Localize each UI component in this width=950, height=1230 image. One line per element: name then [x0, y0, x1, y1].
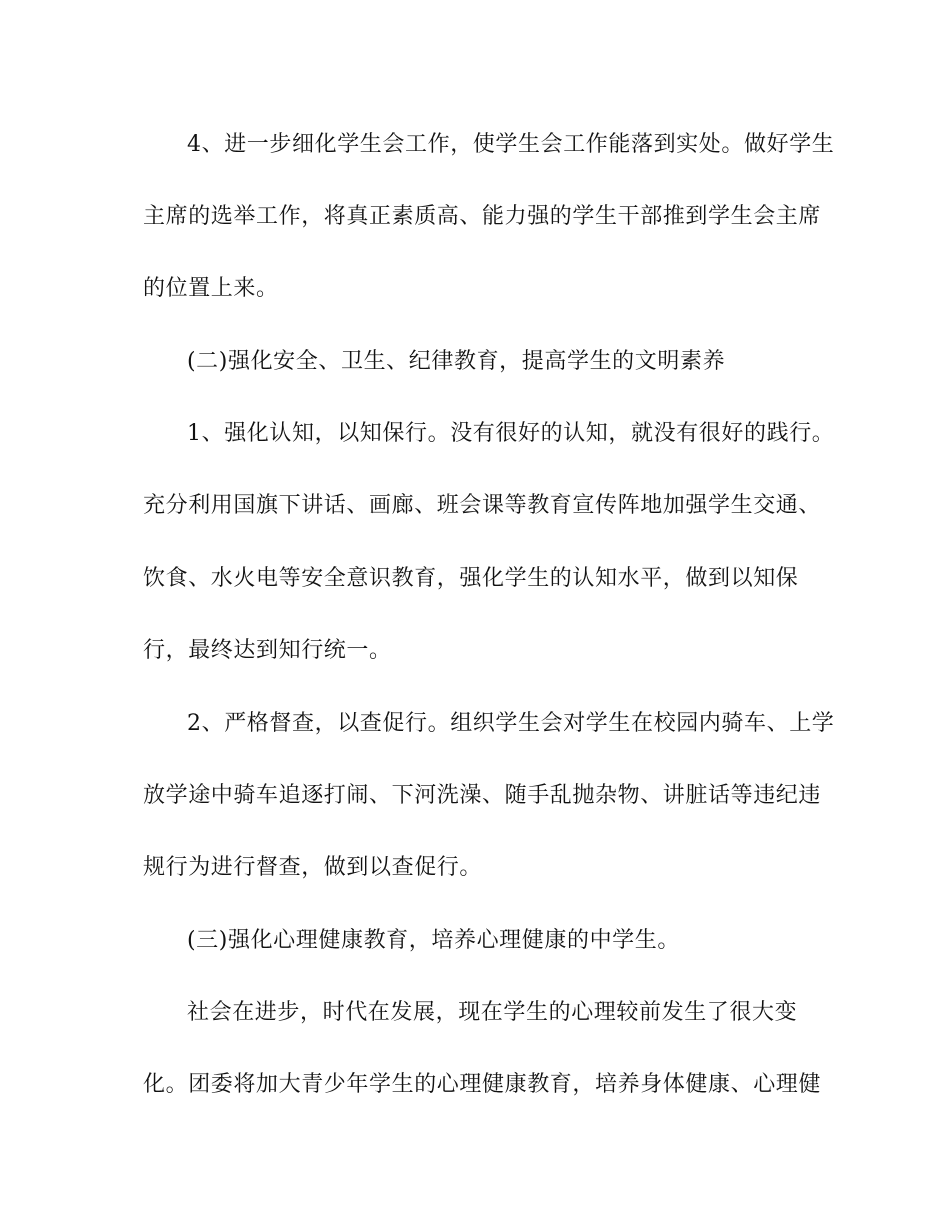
- paragraph-line: 行，最终达到知行统一。: [143, 638, 392, 663]
- paragraph-line: 的位置上来。: [143, 276, 279, 301]
- paragraph-line: 2、严格督查，以查促行。组织学生会对学生在校园内骑车、上学: [187, 711, 835, 736]
- section-heading: (二)强化安全、卫生、纪律教育，提高学生的文明素养: [187, 349, 726, 374]
- section-heading: (三)强化心理健康教育，培养心理健康的中学生。: [187, 928, 680, 953]
- paragraph-line: 社会在进步，时代在发展，现在学生的心理较前发生了很大变: [187, 1000, 798, 1025]
- paragraph-line: 4、进一步细化学生会工作，使学生会工作能落到实处。做好学生: [187, 132, 835, 157]
- paragraph-line: 放学途中骑车追逐打闹、下河洗澡、随手乱抛杂物、讲脏话等违纪违: [143, 783, 822, 808]
- paragraph-line: 主席的选举工作，将真正素质高、能力强的学生干部推到学生会主席: [143, 204, 822, 229]
- paragraph-line: 1、强化认知，以知保行。没有很好的认知，就没有很好的践行。: [187, 421, 835, 446]
- paragraph-line: 饮食、水火电等安全意识教育，强化学生的认知水平，做到以知保: [143, 566, 799, 591]
- paragraph-line: 规行为进行督查，做到以查促行。: [143, 855, 483, 880]
- paragraph-line: 充分利用国旗下讲话、画廊、班会课等教育宣传阵地加强学生交通、: [143, 493, 822, 518]
- paragraph-line: 化。团委将加大青少年学生的心理健康教育，培养身体健康、心理健: [143, 1072, 822, 1097]
